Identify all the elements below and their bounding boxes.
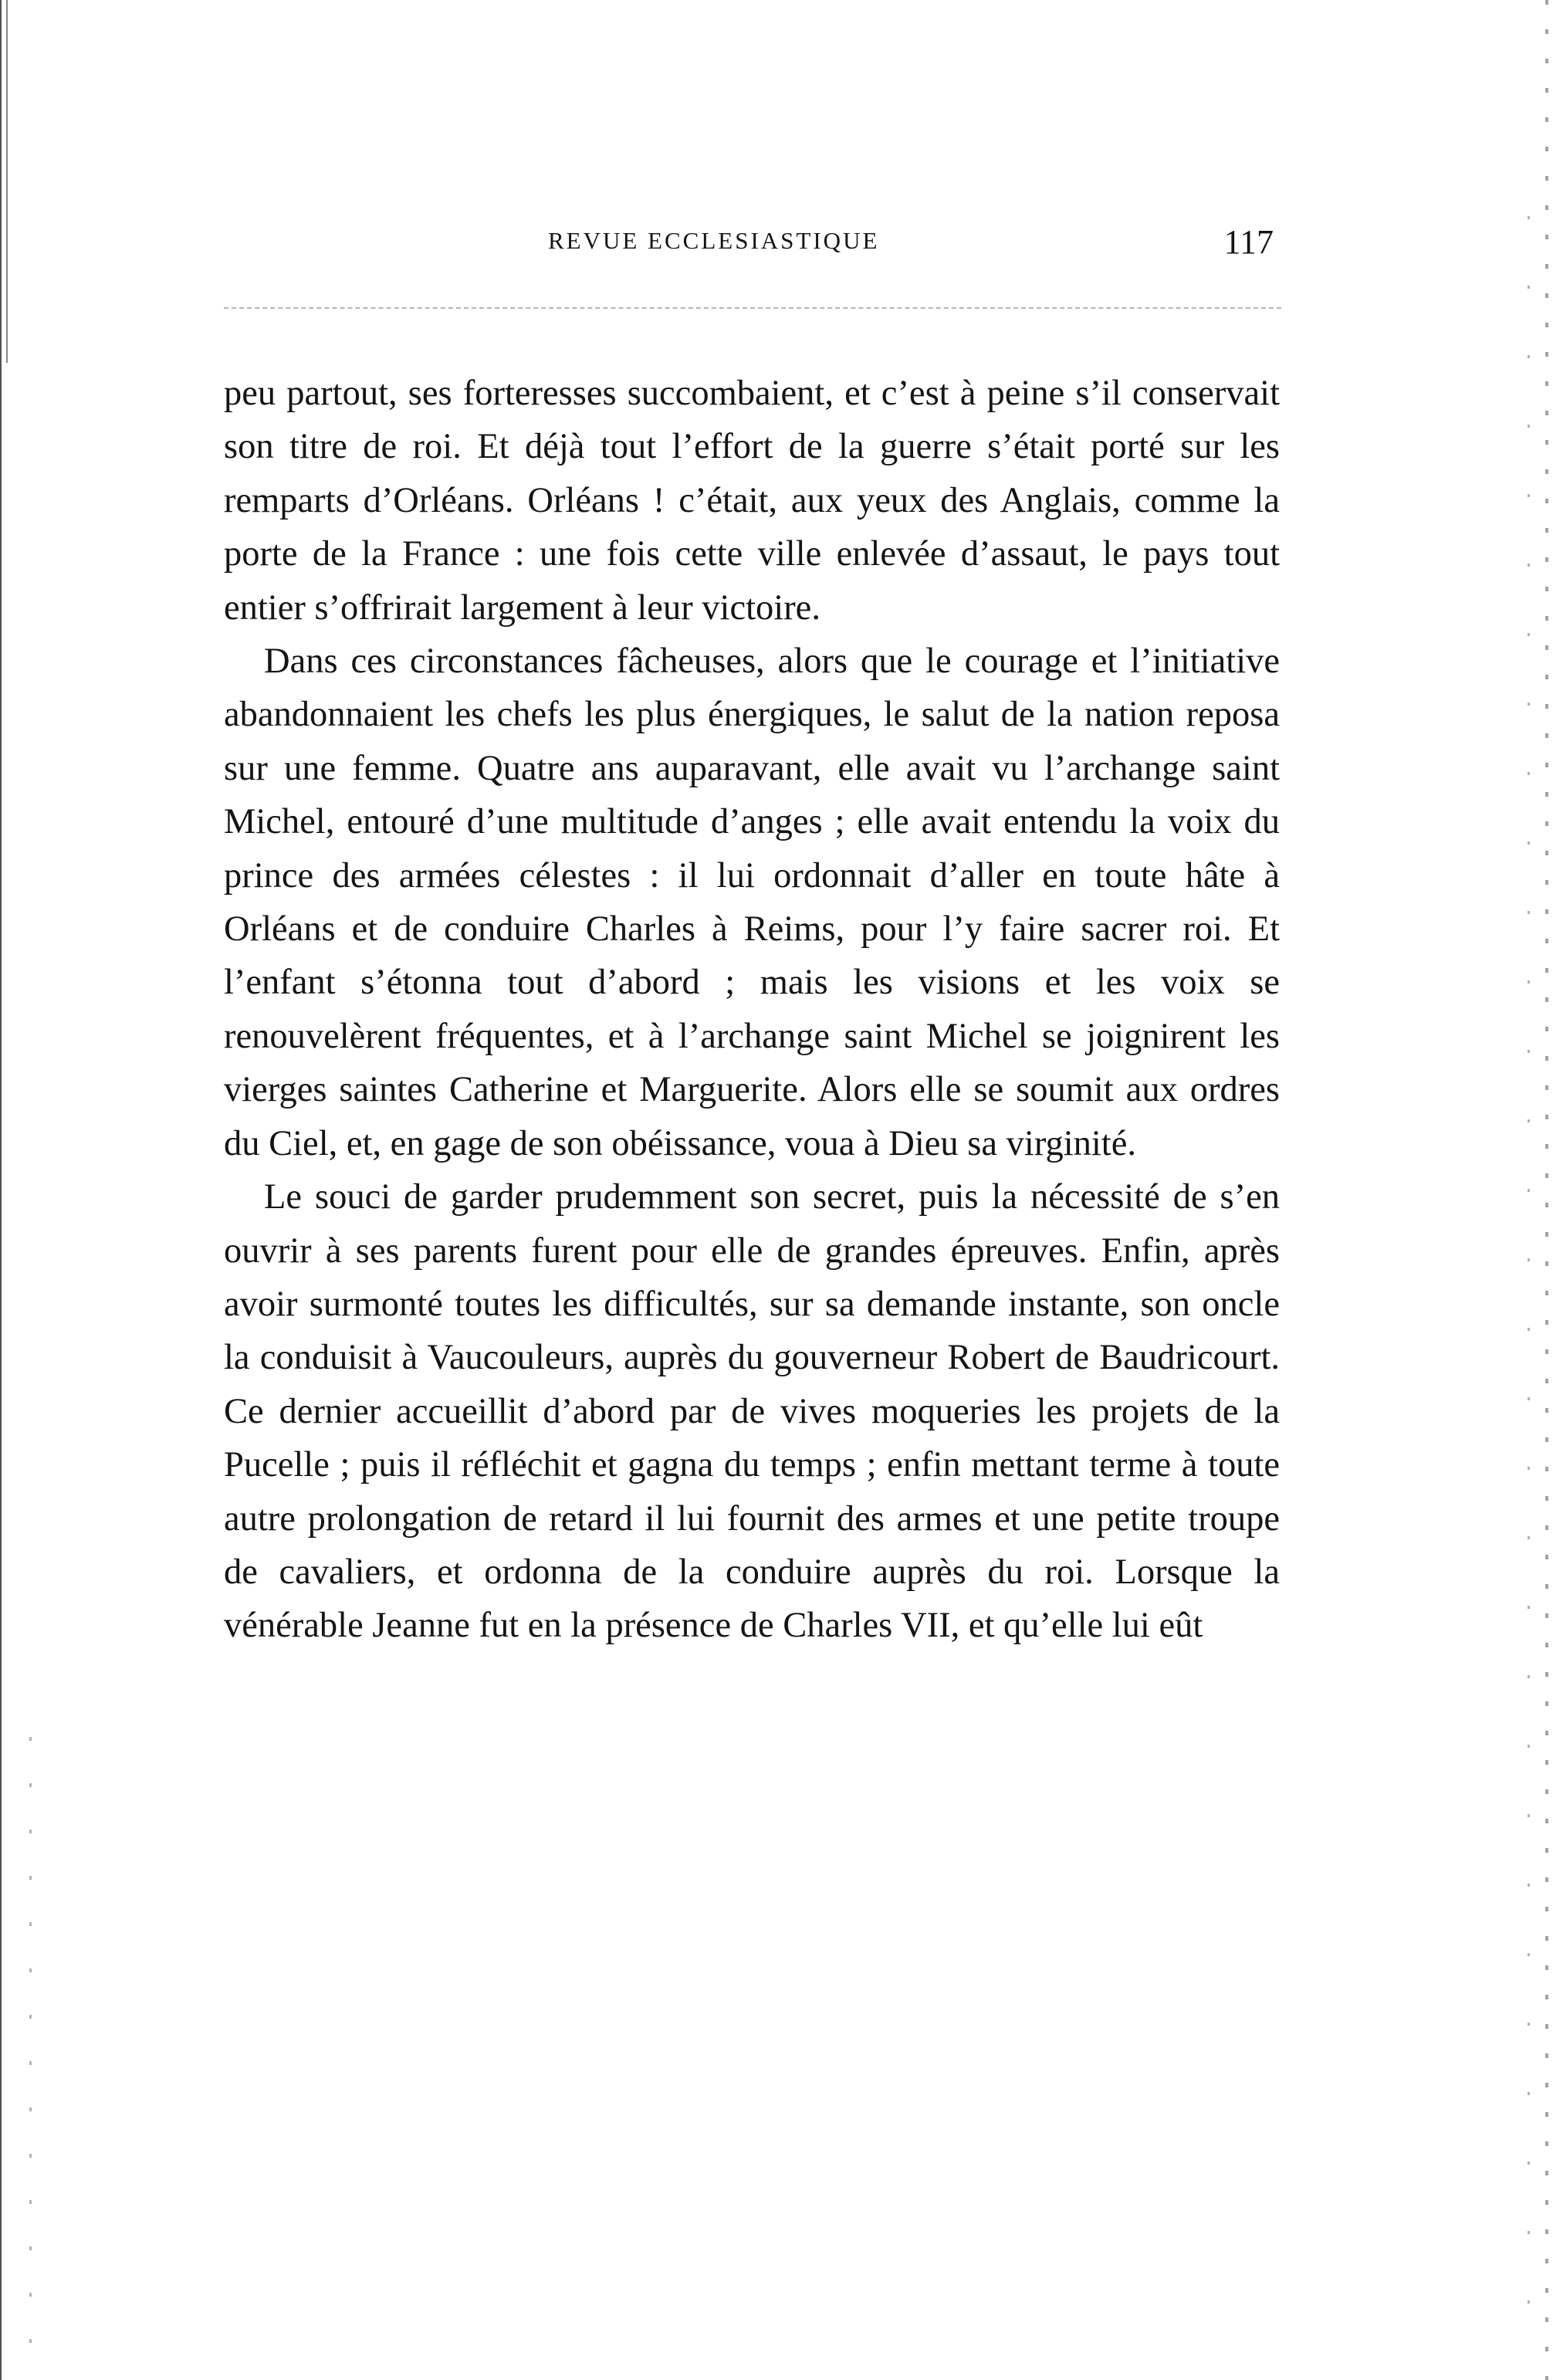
- body-text: [224, 367, 1280, 1653]
- page-number: 117: [1223, 223, 1274, 261]
- paragraph-3: Le souci de garder prudemment son secret, puis la nécessité de s’en ouvrir à ses parents furent pour elle de grandes épreuves. Enfin, après avoir surmonté toutes les difficultés, sur sa demande instante, son oncle la conduisit à Vaucouleurs, auprès du gouverneur Robert de Baudricourt. Ce dernier accueillit d’abord par de vives moqueries les projets de la Pucelle ; puis il réfléchit et gagna du temps ; enfin mettant terme à toute autre prolongation de retard il lui fournit des armes et une petite troupe de cavaliers, et ordonna de la conduire auprès du roi. Lorsque la vénérable Jeanne fut en la présence de Charles VII, et qu’elle lui eût: [224, 1177, 1280, 1646]
- running-head: [224, 222, 1297, 269]
- scan-edge-left: [0, 0, 5, 2380]
- paragraph-2: Dans ces circonstances fâcheuses, alors que le courage et l’initiative abandonnaient les chefs les plus énergiques, le salut de la nation reposa sur une femme. Quatre ans auparavant, elle avait vu l’archange saint Michel, entouré d’une multitude d’anges ; elle avait entendu la voix du prince des armées célestes : il lui ordonnait d’aller en toute hâte à Orléans et de conduire Charles à Reims, pour l’y faire sacrer roi. Et l’enfant s’étonna tout d’abord ; mais les visions et les voix se renouvelèrent fréquentes, et à l’archange saint Michel se joignirent les vierges saintes Catherine et Marguerite. Alors elle se soumit aux ordres du Ciel, et, en gage de son obéissance, voua à Dieu sa virginité.: [224, 642, 1280, 1163]
- scan-edge-right: [1545, 0, 1548, 2380]
- scan-edge-right-dots: [1528, 216, 1530, 2362]
- paragraph-1: peu partout, ses forteresses succombaient, et c’est à peine s’il conservait son titre de roi. Et déjà tout l’effort de la guerre s’était porté sur les remparts d’Orléans. Orléans ! c’était, aux yeux des Anglais, comme la porte de la France : une fois cette ville enlevée d’assaut, le pays tout entier s’offrirait largement à leur victoire.: [224, 374, 1280, 628]
- scan-edge-left-dots: [29, 1737, 32, 2355]
- running-title: REVUE ECCLESIASTIQUE: [548, 227, 880, 254]
- header-rule: [224, 307, 1281, 309]
- scan-edge-left-mark: [6, 0, 8, 363]
